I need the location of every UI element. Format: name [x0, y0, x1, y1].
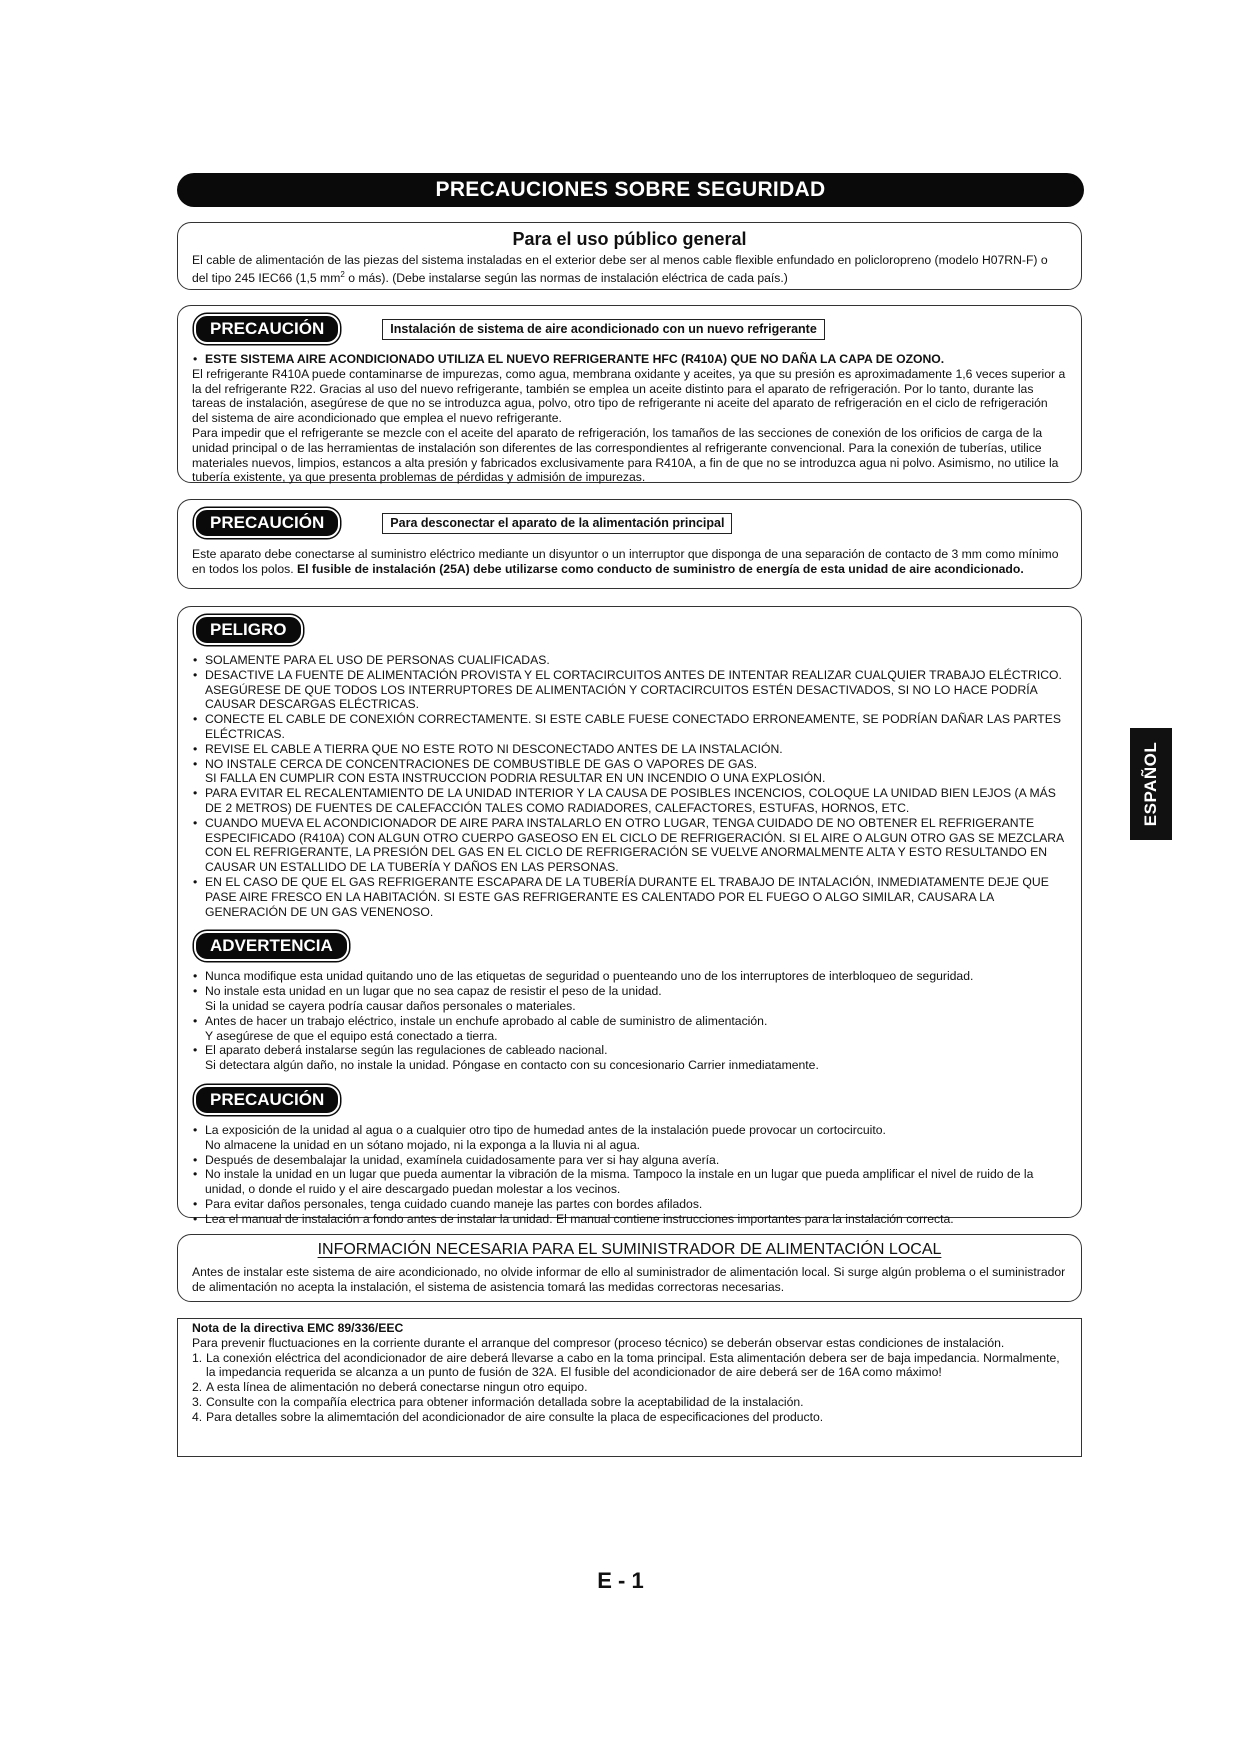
public-use-text-a: El cable de alimentación de las piezas del sistema instaladas en el exterior debe ser al menos cable flexible enfundado en policloropreno (modelo H07RN-F) o del tipo 245 IEC66 (1,5 mm — [192, 253, 1048, 285]
emc-note-item — [192, 1380, 1067, 1395]
emc-note-item — [192, 1395, 1067, 1410]
emc-note-box — [177, 1318, 1082, 1457]
disconnect-text-normal: Este aparato debe conectarse al suministro eléctrico mediante un disyuntor o un interruptor que disponga de una separación de contacto de 3 mm como mínimo en todos los polos. — [192, 547, 1059, 576]
danger-list — [192, 653, 1067, 919]
caution-item: • No instale la unidad en un lugar que pueda aumentar la vibración de la misma. Tampoco la instale en un lugar que pueda amplificar el nivel de ruido de la unidad, o donde el ruido y el aire descargado puedan molestar a los vecinos. — [192, 1167, 1067, 1197]
warning-header — [194, 931, 1067, 961]
warning-item — [192, 1043, 1067, 1073]
emc-note-item-text: Para detalles sobre la alimemtación del acondicionador de aire consulte la placa de especificaciones del producto. — [206, 1409, 824, 1424]
warning-item-text: No instale esta unidad en un lugar que no sea capaz de resistir el peso de la unidad. — [205, 984, 662, 999]
caution-item: • Para evitar daños personales, tenga cuidado cuando maneje las partes con bordes afilados. — [192, 1197, 1067, 1212]
warning-label: ADVERTENCIA — [194, 931, 349, 961]
caution-item-subtext: No almacene la unidad en un sótano mojado, ni la exponga a la lluvia ni al agua. — [205, 1137, 640, 1152]
emc-note-item-number: 1. — [192, 1350, 203, 1365]
warning-item-subtext: Si detectara algún daño, no instale la unidad. Póngase en contacto con su concesionario Carrier inmediatamente. — [205, 1058, 819, 1073]
refrigerant-bold-bullet — [192, 352, 1067, 367]
caution-label: PRECAUCIÓN — [194, 508, 340, 538]
refrigerant-bold-text: ESTE SISTEMA AIRE ACONDICIONADO UTILIZA EL NUEVO REFRIGERANTE HFC (R410A) QUE NO DAÑA LA CAPA DE OZONO. — [205, 352, 945, 366]
danger-item: • REVISE EL CABLE A TIERRA QUE NO ESTE ROTO NI DESCONECTADO ANTES DE LA INSTALACIÓN. — [192, 742, 1067, 757]
warning-item — [192, 984, 1067, 1014]
refrigerant-para-2: Para impedir que el refrigerante se mezcle con el aceite del aparato de refrigeración, los tamaños de las secciones de conexión de los orificios de carga de la unidad principal o de las herramientas de instalación son diferentes de las correspondientes al refrigerante convencional. Para la conexión de tuberías, utilice materiales nuevos, limpios, estancos a alta presión y fabricados exclusivamente para R410A, a fin de que no se introduzca agua ni polvo. Asimismo, no utilice la tubería existente, ya que presenta problemas de pérdidas y admisión de impurezas. — [192, 425, 1059, 485]
caution-refrigerant-header — [194, 314, 1067, 344]
disconnect-text — [192, 547, 1067, 577]
warning-item-text: El aparato deberá instalarse según las regulaciones de cableado nacional. — [205, 1043, 608, 1058]
warning-list — [192, 969, 1067, 1073]
emc-note-item-number: 3. — [192, 1394, 203, 1409]
refrigerant-para-1: El refrigerante R410A puede contaminarse de impurezas, como agua, membrana oxidante y aceites, ya que su presión es aproximadamente 1,6 veces superior a la del refrigerante R22. Gracias al uso del nuevo refrigerante, también se emplea un aceite distinto para el aparato de refrigeración. Por lo tanto, durante las tareas de instalación, asegúrese de que no se introduzca agua, polvo, otro tipo de refrigerante ni aceite del aparato de refrigeración en el ciclo de refrigeración del sistema de aire acondicionado que emplea el nuevo refrigerante. — [192, 366, 1066, 426]
emc-note-item-text: La conexión eléctrica del acondicionador de aire deberá llevarse a cabo en la toma principal. Esta alimentación debera ser de baja impedancia. Normalmente, la impedancia requerida se alcanza a un punto de fusión de 32A. El fusible del acondicionador de aire deberá ser de 16A como máximo! — [206, 1350, 1060, 1380]
danger-header — [194, 615, 1067, 645]
emc-note-item-text: A esta línea de alimentación no deberá conectarse ningun otro equipo. — [206, 1380, 588, 1395]
caution-disconnect-header — [194, 508, 1067, 538]
danger-item: • DESACTIVE LA FUENTE DE ALIMENTACIÓN PROVISTA Y EL CORTACIRCUITOS ANTES DE INTENTAR REALIZAR CUALQUIER TRABAJO ELÉCTRICO. ASEGÚRESE DE QUE TODOS LOS INTERRUPTORES DE ALIMENTACIÓN Y CORTACIRCUITOS ESTÉN DESACTIVADOS, SI NO LO HACE PODRÍA CAUSAR DESCARGAS ELÉCTRICAS. — [192, 668, 1067, 712]
local-info-box — [177, 1234, 1082, 1302]
warning-item — [192, 1014, 1067, 1044]
caution-general-header — [194, 1085, 1067, 1115]
hazards-box — [177, 606, 1082, 1226]
caution-disconnect-subtitle: Para desconectar el aparato de la alimentación principal — [382, 513, 732, 534]
emc-note-item-number: 4. — [192, 1409, 203, 1424]
danger-item: • SOLAMENTE PARA EL USO DE PERSONAS CUALIFICADAS. — [192, 653, 1067, 668]
danger-label: PELIGRO — [194, 615, 303, 645]
public-use-text — [192, 253, 1067, 286]
warning-item-subtext: Si la unidad se cayera podría causar daños personales o materiales. — [205, 998, 576, 1013]
public-use-box — [177, 222, 1082, 290]
caution-refrigerant-subtitle: Instalación de sistema de aire acondicionado con un nuevo refrigerante — [382, 319, 825, 340]
public-use-title: Para el uso público general — [512, 229, 747, 249]
public-use-text-b: o más). (Debe instalarse según las normas de instalación eléctrica de cada país.) — [344, 270, 788, 285]
danger-item — [192, 757, 1067, 787]
caution-item: • Lea el manual de instalación a fondo antes de instalar la unidad. El manual contiene instrucciones importantes para la instalación correcta. — [192, 1212, 1067, 1227]
danger-item: • CONECTE EL CABLE DE CONEXIÓN CORRECTAMENTE. SI ESTE CABLE FUESE CONECTADO ERRONEAMENTE, SE PODRÍAN DAÑAR LAS PARTES ELÉCTRICAS. — [192, 712, 1067, 742]
caution-item: • Después de desembalajar la unidad, examínela cuidadosamente para ver si hay alguna avería. — [192, 1153, 1067, 1168]
local-info-title: INFORMACIÓN NECESARIA PARA EL SUMINISTRADOR DE ALIMENTACIÓN LOCAL — [317, 1241, 942, 1258]
danger-item: • EN EL CASO DE QUE EL GAS REFRIGERANTE ESCAPARA DE LA TUBERÍA DURANTE EL TRABAJO DE INTALACIÓN, INMEDIATAMENTE DEJE QUE PASE AIRE FRESCO EN LA HABITACIÓN. SI ESTE GAS REFRIGERANTE ES CALENTADO POR EL FUEGO O ALGO SIMILAR, CAUSARA LA GENERACIÓN DE UN GAS VENENOSO. — [192, 875, 1067, 919]
local-info-text: Antes de instalar este sistema de aire acondicionado, no olvide informar de ello al suministrador de alimentación local. Si surge algún problema o el suministrador de alimentación no acepta la instalación, el sistema de asistencia tomará las medidas correctoras necesarias. — [192, 1265, 1066, 1294]
emc-note-intro: Para prevenir fluctuaciones en la corriente durante el arranque del compresor (proceso técnico) se deberán observar estas condiciones de instalación. — [192, 1335, 1005, 1350]
emc-note-item-text: Consulte con la compañía electrica para obtener información detallada sobre la aceptabilidad de la instalación. — [206, 1394, 804, 1409]
caution-label: PRECAUCIÓN — [194, 1085, 340, 1115]
caution-label: PRECAUCIÓN — [194, 314, 340, 344]
caution-general-list — [192, 1123, 1067, 1227]
emc-note-item-number: 2. — [192, 1380, 203, 1395]
emc-note-list — [192, 1351, 1067, 1425]
page-number: E - 1 — [597, 1568, 644, 1593]
warning-item-subtext: Y asegúrese de que el equipo está conectado a tierra. — [205, 1028, 498, 1043]
caution-refrigerant-box — [177, 305, 1082, 483]
language-side-tab-label: ESPAÑOL — [1141, 741, 1161, 827]
warning-item-text: Antes de hacer un trabajo eléctrico, instale un enchufe aprobado al cable de suministro de alimentación. — [205, 1013, 768, 1028]
caution-item — [192, 1123, 1067, 1153]
refrigerant-bullet-list — [192, 352, 1067, 367]
danger-item-text: NO INSTALE CERCA DE CONCENTRACIONES DE COMBUSTIBLE DE GAS O VAPORES DE GAS. — [205, 756, 758, 771]
emc-note-item — [192, 1351, 1067, 1381]
warning-item: • Nunca modifique esta unidad quitando uno de las etiquetas de seguridad o puenteando uno de los interruptores de interbloqueo de seguridad. — [192, 969, 1067, 984]
emc-note-item — [192, 1410, 1067, 1425]
danger-item: • CUANDO MUEVA EL ACONDICIONADOR DE AIRE PARA INSTALARLO EN OTRO LUGAR, TENGA CUIDADO DE NO OBTENER EL REFRIGERANTE ESPECIFICADO (R410A) CON ALGUN OTRO CUERPO GASEOSO EN EL CICLO DE REFRIGERACIÓN. SI EL AIRE O ALGUN OTRO GAS SE MEZCLARA CON EL REFRIGERANTE, LA PRESIÓN DEL GAS EN EL CICLO DE REFRIGERACIÓN SE VUELVE ANORMALMENTE ALTA Y ESTO RESULTANDO EN CAUSAR UN ESTALLIDO DE LA TUBERÍA Y DAÑOS EN LAS PERSONAS. — [192, 816, 1067, 875]
language-side-tab — [1130, 728, 1172, 840]
danger-item-subtext: SI FALLA EN CUMPLIR CON ESTA INSTRUCCION PODRIA RESULTAR EN UN INCENDIO O UNA EXPLOSIÓN. — [205, 771, 826, 786]
public-use-sup: 2 — [340, 269, 345, 279]
danger-item: • PARA EVITAR EL RECALENTAMIENTO DE LA UNIDAD INTERIOR Y LA CAUSA DE POSIBLES INCENCIOS, COLOQUE LA UNIDAD BIEN LEJOS (A MÁS DE 2 METROS) DE FUENTES DE CALEFACCIÓN TALES COMO RADIADORES, CALEFACTORES, ESTUFAS, HORNOS, ETC. — [192, 786, 1067, 816]
caution-item-text: La exposición de la unidad al agua o a cualquier otro tipo de humedad antes de la instalación puede provocar un cortocircuito. — [205, 1122, 886, 1137]
caution-disconnect-box — [177, 499, 1082, 589]
disconnect-text-bold: El fusible de instalación (25A) debe utilizarse como conducto de suministro de energía de esta unidad de aire acondicionado. — [297, 561, 1024, 576]
emc-note-title-text: Nota de la directiva EMC 89/336/EEC — [192, 1321, 404, 1335]
page-title: PRECAUCIONES SOBRE SEGURIDAD — [177, 173, 1084, 207]
emc-note-title — [192, 1321, 1067, 1336]
